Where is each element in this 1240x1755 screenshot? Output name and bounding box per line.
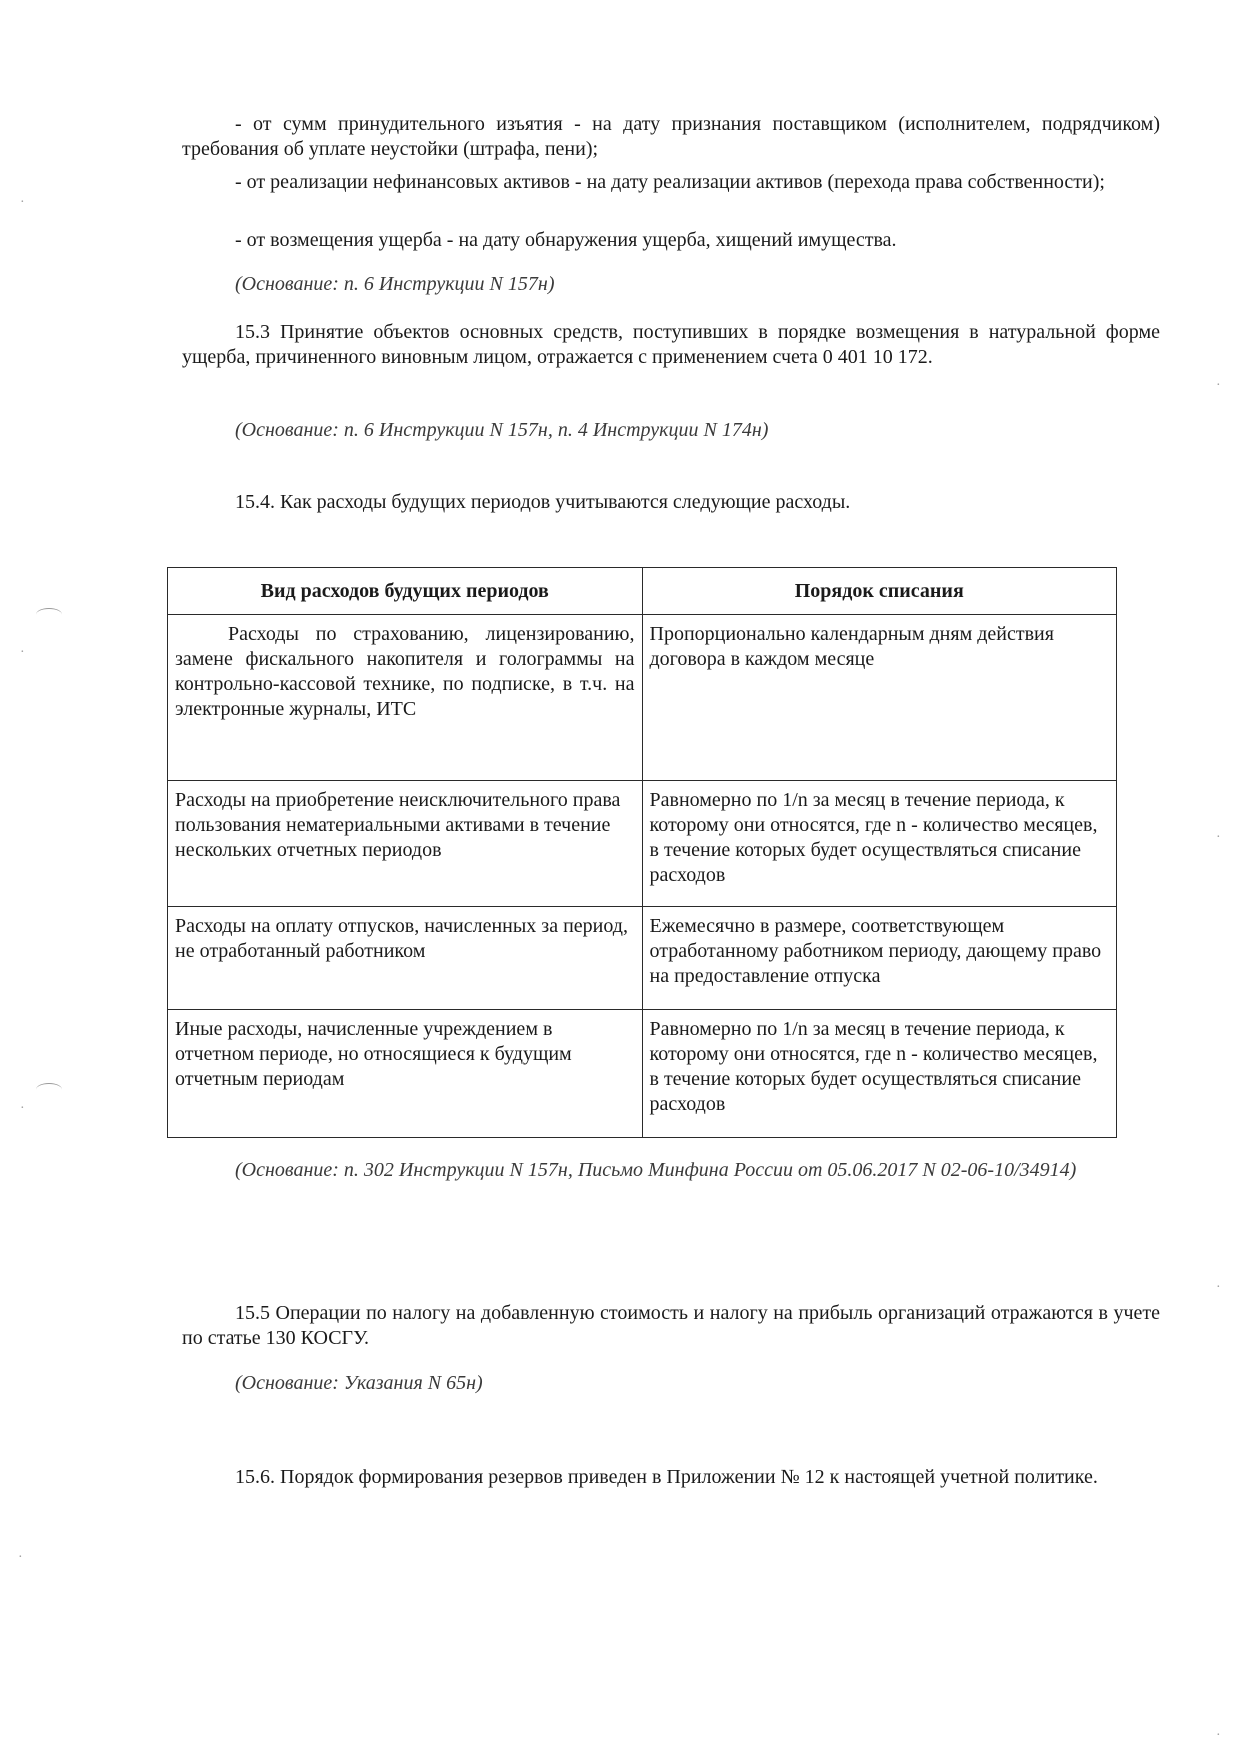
scan-speck: · [20,1101,25,1116]
table-cell: Иные расходы, начисленные учреждением в отчетном периоде, но относящиеся к будущим отчетным периодам [168,1010,643,1138]
punch-hole-mark [36,608,62,621]
table-row [168,781,1117,907]
paragraph-15-6: 15.6. Порядок формирования резервов приведен в Приложении № 12 к настоящей учетной политике. [235,1466,1098,1488]
table-cell: Пропорционально календарным дням действия договора в каждом месяце [642,615,1117,781]
table-cell: Расходы на оплату отпусков, начисленных за период, не отработанный работником [168,907,643,1010]
table-row [168,907,1117,1010]
table-cell: Расходы на приобретение неисключительного права пользования нематериальными активами в течение нескольких отчетных периодов [168,781,643,907]
basis-note-3: (Основание: п. 302 Инструкции N 157н, Письмо Минфина России от 05.06.2017 N 02-06-10/34914) [235,1159,1077,1181]
table-row [168,615,1117,781]
basis-note-1: (Основание: п. 6 Инструкции N 157н) [235,273,555,295]
basis-note-2: (Основание: п. 6 Инструкции N 157н, п. 4 Инструкции N 174н) [235,419,769,441]
paragraph-damage-compensation: - от возмещения ущерба - на дату обнаружения ущерба, хищений имущества. [235,229,897,251]
table-cell: Ежемесячно в размере, соответствующем отработанному работником периоду, дающему право на предоставление отпуска [642,907,1117,1010]
scan-speck: · [20,645,25,660]
scan-speck: · [20,195,25,210]
table-header-cell: Вид расходов будущих периодов [168,568,643,615]
scan-speck: · [18,1550,23,1565]
table-header-row [168,568,1117,615]
deferred-expenses-table [167,567,1117,1138]
scan-speck: · [1216,830,1221,845]
paragraph-forced-withdrawal: - от сумм принудительного изъятия - на дату признания поставщиком (исполнителем, подрядчиком) требования об уплате неустойки (штрафа, пени); [182,113,1160,160]
paragraph-15-3: 15.3 Принятие объектов основных средств, поступивших в порядке возмещения в натуральной форме ущерба, причиненного виновным лицом, отражается с применением счета 0 401 10 172. [182,321,1160,368]
table-header-cell: Порядок списания [642,568,1117,615]
basis-note-4: (Основание: Указания N 65н) [235,1372,483,1394]
table-cell: Равномерно по 1/n за месяц в течение периода, к которому они относятся, где n - количество месяцев, в течение которых будет осуществляться списание расходов [642,1010,1117,1138]
scan-speck: · [1216,1728,1221,1743]
table-cell: Равномерно по 1/n за месяц в течение периода, к которому они относятся, где n - количество месяцев, в течение которых будет осуществляться списание расходов [642,781,1117,907]
table-cell: Расходы по страхованию, лицензированию, замене фискального накопителя и голограммы на контрольно-кассовой технике, по подписке, в т.ч. на электронные журналы, ИТС [168,615,643,781]
scan-speck: · [1216,1280,1221,1295]
punch-hole-mark [36,1083,62,1096]
paragraph-15-4: 15.4. Как расходы будущих периодов учитываются следующие расходы. [235,491,851,513]
scan-speck: · [1216,378,1221,393]
paragraph-nonfinancial-assets: - от реализации нефинансовых активов - на дату реализации активов (перехода права собственности); [235,171,1105,193]
paragraph-15-5: 15.5 Операции по налогу на добавленную стоимость и налогу на прибыль организаций отражаются в учете по статье 130 КОСГУ. [182,1302,1160,1349]
table-row [168,1010,1117,1138]
